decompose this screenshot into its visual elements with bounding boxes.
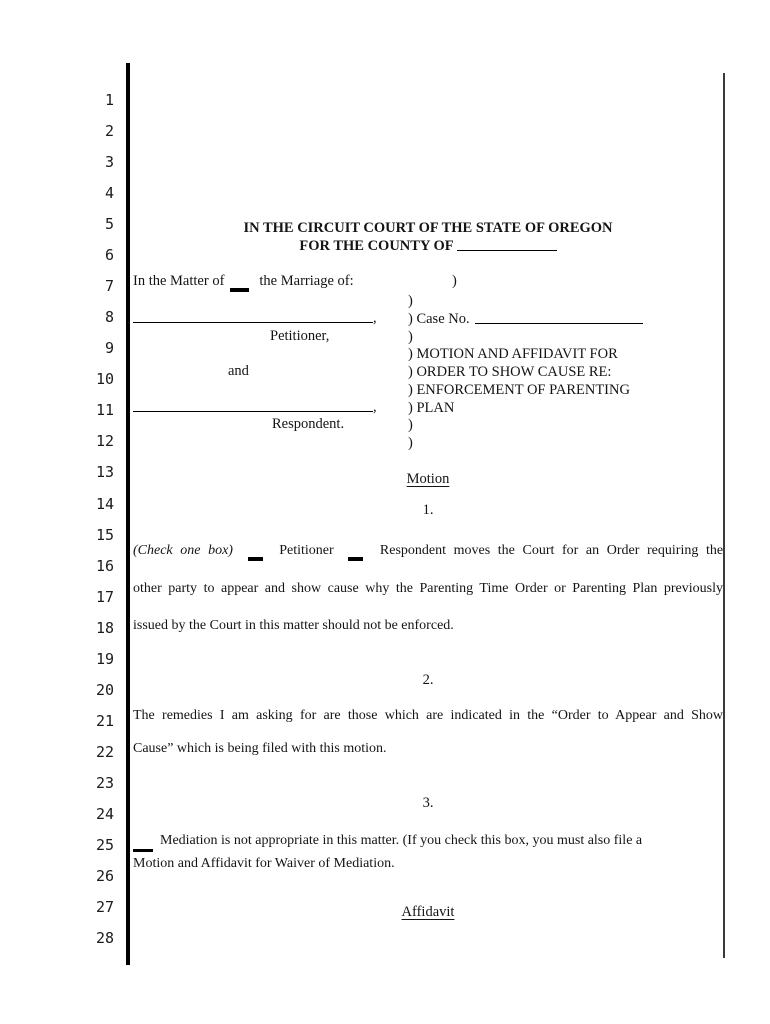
document-title-row: ) ENFORCEMENT OF PARENTING	[408, 381, 630, 398]
document-title-row: ) PLAN	[408, 399, 455, 416]
caption-paren: )	[408, 328, 413, 345]
line-number: 21	[95, 711, 114, 730]
motion-paragraph3-line2: Motion and Affidavit for Waiver of Mediation.	[133, 856, 395, 871]
motion-paragraph1-line2: other party to appear and show cause why the Parenting Time Order or Parenting Plan previously	[133, 581, 723, 596]
section-number-3: 3.	[422, 795, 434, 811]
and-label: and	[228, 363, 249, 379]
line-number: 26	[95, 867, 114, 885]
line-number: 3	[104, 153, 114, 172]
section-number-1: 1.	[422, 502, 434, 518]
pleading-rule-left	[126, 63, 130, 965]
line-number: 14	[95, 494, 114, 513]
motion-paragraph1-line3: issued by the Court in this matter should not be enforced.	[133, 618, 454, 633]
petitioner-name-line: ,	[133, 309, 377, 327]
case-caption	[133, 272, 723, 457]
respondent-checkbox-blank[interactable]	[348, 557, 363, 560]
line-number: 7	[104, 277, 114, 296]
line-number: 24	[95, 804, 114, 823]
line-number: 4	[104, 184, 114, 203]
respondent-name-field[interactable]	[133, 407, 373, 412]
motion-paragraph3-line1: Mediation is not appropriate in this matter. (If you check this box, you must also file a	[133, 831, 723, 850]
line-number: 15	[95, 525, 114, 544]
line-number: 22	[95, 742, 114, 761]
line-number: 18	[95, 618, 114, 637]
mediation-checkbox-blank[interactable]	[133, 849, 153, 852]
document-title-row: ) ORDER TO SHOW CAUSE RE:	[408, 364, 612, 380]
document-title-row: ) MOTION AND AFFIDAVIT FOR	[408, 346, 618, 363]
line-number: 9	[104, 339, 114, 358]
motion-heading: Motion	[406, 471, 450, 487]
court-header-line1: IN THE CIRCUIT COURT OF THE STATE OF OREGON	[243, 220, 613, 236]
respondent-name-line: ,	[133, 398, 377, 416]
petitioner-checkbox-blank[interactable]	[248, 557, 263, 560]
court-header-line2: FOR THE COUNTY OF	[133, 237, 723, 255]
line-number: 23	[95, 773, 114, 792]
line-number: 10	[95, 370, 114, 389]
matter-checkbox-blank[interactable]	[230, 288, 249, 292]
motion-paragraph1-line1: (Check one box) Petitioner Respondent moves the Court for an Order requiring the	[133, 541, 723, 560]
line-number: 16	[95, 556, 114, 575]
caption-paren: )	[408, 435, 413, 451]
petitioner-label: Petitioner,	[270, 328, 330, 344]
line-number: 27	[95, 898, 114, 917]
case-number-row: ) Case No.	[408, 311, 643, 329]
caption-paren: )	[408, 417, 413, 434]
case-number-field[interactable]	[475, 319, 643, 324]
motion-paragraph2-line2: Cause” which is being filed with this motion.	[133, 741, 387, 756]
check-one-box-label: (Check one box)	[133, 543, 233, 558]
pleading-rule-right	[723, 73, 725, 958]
line-number: 20	[95, 680, 114, 699]
court-header	[133, 219, 723, 255]
document-content	[133, 0, 723, 1024]
motion-paragraph2-line1: The remedies I am asking for are those which are indicated in the “Order to Appear and Show	[133, 708, 723, 723]
line-number: 1	[104, 91, 114, 109]
affidavit-heading: Affidavit	[401, 904, 455, 920]
line-number: 28	[95, 929, 114, 948]
line-number: 12	[95, 432, 114, 451]
respondent-label: Respondent.	[272, 416, 345, 432]
line-number: 13	[95, 463, 114, 482]
line-number: 19	[95, 649, 114, 668]
matter-line: In the Matter of the Marriage of:	[133, 272, 354, 290]
line-number: 8	[104, 308, 114, 327]
line-number: 11	[95, 401, 114, 420]
caption-paren-row1: )	[452, 273, 457, 289]
county-blank-field[interactable]	[457, 246, 557, 251]
line-number: 17	[95, 587, 114, 606]
line-number: 25	[95, 835, 114, 854]
caption-right-column	[408, 293, 643, 453]
line-number: 2	[104, 122, 114, 141]
petitioner-name-field[interactable]	[133, 318, 373, 323]
caption-paren: )	[408, 293, 413, 309]
section-number-2: 2.	[422, 672, 434, 688]
line-number: 5	[104, 215, 114, 234]
line-number: 6	[104, 246, 114, 265]
